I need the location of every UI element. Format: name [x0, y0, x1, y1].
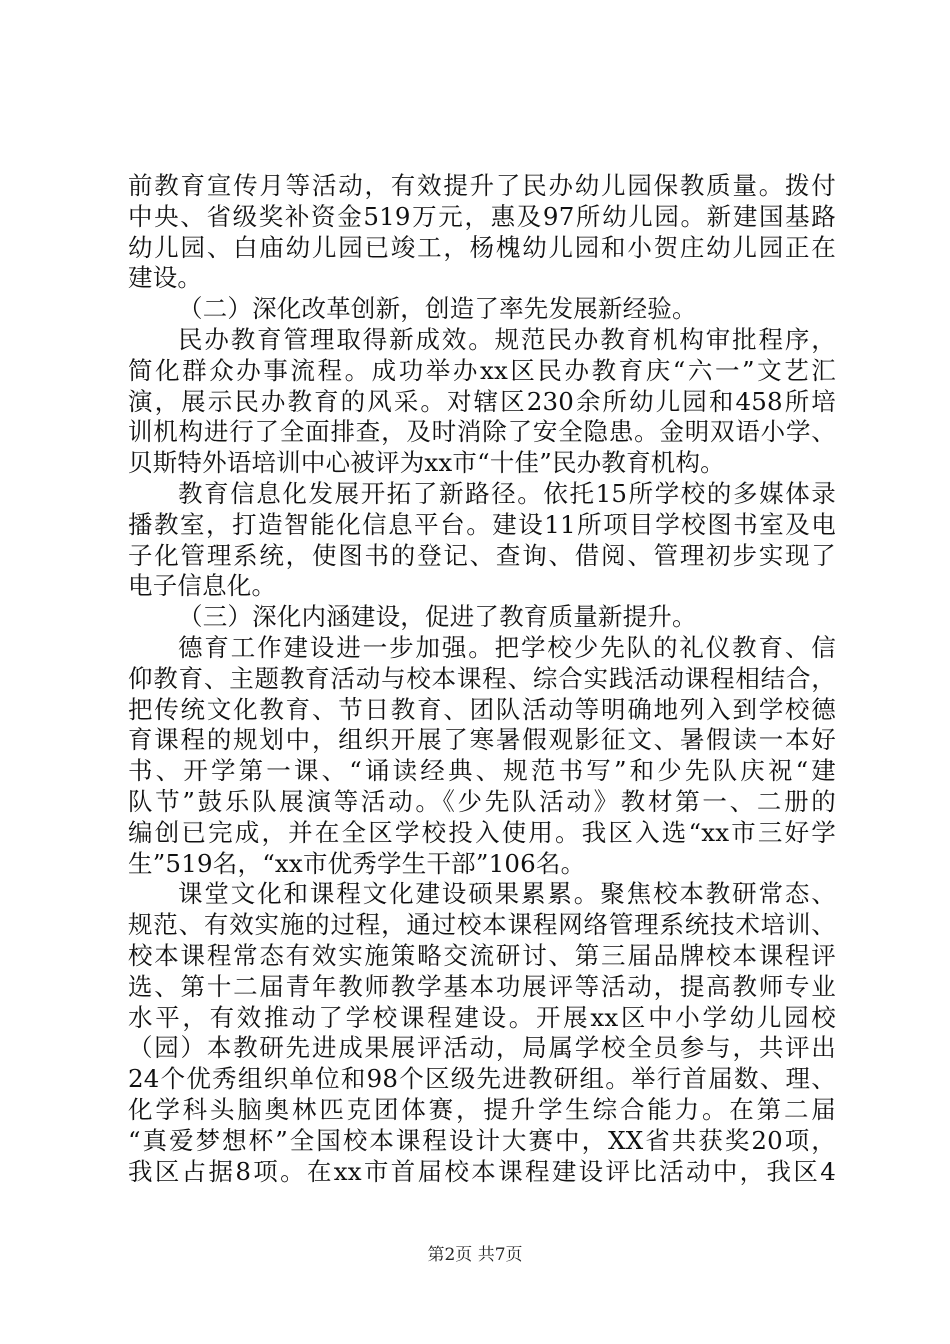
text-line: 24个优秀组织单位和98个区级先进教研组。举行首届数、理、 — [128, 1064, 836, 1094]
text-line: 子化管理系统，使图书的登记、查询、借阅、管理初步实现了 — [128, 540, 836, 570]
text-line: 建设。 — [128, 263, 203, 293]
text-line: 民办教育管理取得新成效。规范民办教育机构审批程序， — [178, 324, 836, 354]
page-footer: 第2页 共7页 — [427, 1245, 523, 1265]
text-line: 训机构进行了全面排查，及时消除了安全隐患。金明双语小学、 — [128, 417, 836, 447]
text-line: 把传统文化教育、节日教育、团队活动等明确地列入到学校德 — [128, 694, 836, 724]
text-line: 选、第十二届青年教师教学基本功展评等活动，提高教师专业 — [128, 971, 836, 1001]
text-line: 中央、省级奖补资金519万元，惠及97所幼儿园。新建国基路 — [128, 201, 836, 231]
text-line: 简化群众办事流程。成功举办xx区民办教育庆“六一”文艺汇 — [128, 355, 836, 385]
text-line: （二）深化改革创新，创造了率先发展新经验。 — [178, 294, 697, 324]
text-line: 教育信息化发展开拓了新路径。依托15所学校的多媒体录 — [178, 478, 836, 508]
text-line: 校本课程常态有效实施策略交流研讨、第三届品牌校本课程评 — [128, 940, 836, 970]
text-line: 育课程的规划中，组织开展了寒暑假观影征文、暑假读一本好 — [128, 725, 836, 755]
text-line: 队节”鼓乐队展演等活动。《少先队活动》教材第一、二册的 — [128, 786, 836, 816]
text-line: 课堂文化和课程文化建设硕果累累。聚焦校本教研常态、 — [178, 879, 836, 909]
text-line: 幼儿园、白庙幼儿园已竣工，杨槐幼儿园和小贺庄幼儿园正在 — [128, 232, 836, 262]
text-line: 书、开学第一课、“诵读经典、规范书写”和少先队庆祝“建 — [128, 756, 836, 786]
text-line: 播教室，打造智能化信息平台。建设11所项目学校图书室及电 — [128, 509, 836, 539]
text-line: 水平，有效推动了学校课程建设。开展xx区中小学幼儿园校 — [128, 1002, 836, 1032]
text-line: 生”519名，“xx市优秀学生干部”106名。 — [128, 848, 586, 878]
text-line: 我区占据8项。在xx市首届校本课程建设评比活动中，我区4 — [128, 1156, 836, 1186]
text-line: 仰教育、主题教育活动与校本课程、综合实践活动课程相结合， — [128, 663, 836, 693]
text-line: 前教育宣传月等活动，有效提升了民办幼儿园保教质量。拨付 — [128, 171, 836, 200]
text-line: 化学科头脑奥林匹克团体赛，提升学生综合能力。在第二届 — [128, 1094, 836, 1124]
text-line: “真爱梦想杯”全国校本课程设计大赛中，XX省共获奖20项， — [128, 1125, 836, 1155]
text-line: （园）本教研先进成果展评活动，局属学校全员参与，共评出 — [128, 1033, 836, 1063]
text-line: 规范、有效实施的过程，通过校本课程网络管理系统技术培训、 — [128, 910, 836, 940]
text-line: 编创已完成，并在全区学校投入使用。我区入选“xx市三好学 — [128, 817, 836, 847]
text-line: 电子信息化。 — [128, 571, 277, 601]
text-line: （三）深化内涵建设，促进了教育质量新提升。 — [178, 602, 697, 632]
text-line: 德育工作建设进一步加强。把学校少先队的礼仪教育、信 — [178, 632, 836, 662]
text-line: 贝斯特外语培训中心被评为xx市“十佳”民办教育机构。 — [128, 448, 725, 478]
text-line: 演，展示民办教育的风采。对辖区230余所幼儿园和458所培 — [128, 386, 836, 416]
document-body — [128, 171, 836, 1187]
